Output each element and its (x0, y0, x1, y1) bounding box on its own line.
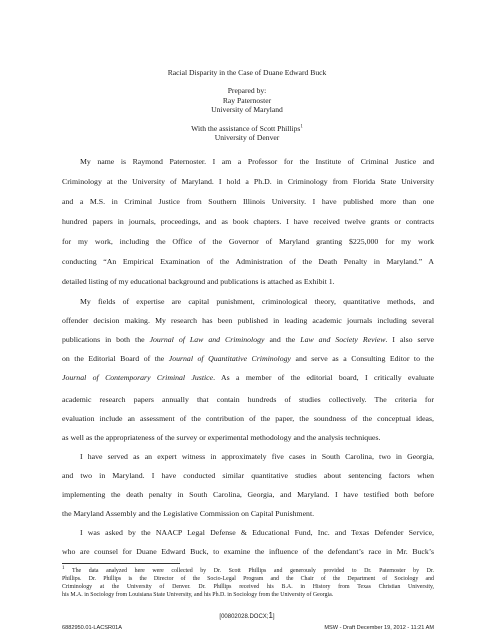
footer-right: MSW - Draft December 19, 2012 - 11:21 AM (324, 625, 434, 631)
assistant-affiliation: University of Denver (214, 133, 280, 143)
body-line: evaluation include an assessment of the contribution of the paper, the soundness of the conceptual ideas, (62, 414, 434, 423)
body-line: conducting “An Empirical Examination of the Administration of the Death Penalty in Maryland.” A (62, 257, 434, 266)
body-line: the Maryland Assembly and the Legislative Commission on Capital Punishment. (62, 509, 315, 518)
assistance-text: With the assistance of Scott Phillips (191, 123, 301, 133)
body-line-journals (62, 335, 434, 344)
text-run: . I also serve (385, 335, 434, 344)
body-line-editorial (62, 354, 434, 363)
text-run: . As a member of the editorial board, I critically evaluate (213, 373, 434, 382)
footnote-separator (62, 563, 180, 564)
document-title-block (0, 68, 494, 142)
text-run: and serve as a Consulting Editor to the (290, 354, 435, 363)
body-line: My fields of expertise are capital punishment, criminological theory, quantitative methods, and (80, 297, 434, 306)
footnote-line: his M.A. in Sociology from Louisiana State University, and his Ph.D. in Sociology from the University of Georgia. (62, 592, 334, 598)
body-line: My name is Raymond Paternoster. I am a Professor for the Institute of Criminal Justice and (80, 157, 434, 166)
doc-id-text: [00802028.DOCX; (219, 614, 269, 620)
body-line: I have served as an expert witness in approximately five cases in South Carolina, two in Georgia, (80, 452, 434, 461)
journal-name: Journal of Contemporary Criminal Justice (62, 373, 214, 382)
journal-name: Journal of Law and Criminology (149, 335, 265, 344)
body-line: as well as the appropriateness of the survey or experimental methodology and the analysis techniques. (62, 433, 381, 442)
author-affiliation: University of Maryland (211, 105, 283, 115)
body-line: for my work, including the Office of the Governor of Maryland granting $225,000 for my work (62, 237, 434, 246)
body-line: I was asked by the NAACP Legal Defense & Educational Fund, Inc. and Texas Defender Service, (80, 528, 434, 537)
prepared-by-label: Prepared by: (227, 86, 267, 96)
text-run: publications in both the (62, 335, 150, 344)
journal-name: Law and Society Review (300, 335, 386, 344)
body-line: Criminology at the University of Maryland. I hold a Ph.D. in Criminology from Florida State University (62, 177, 434, 186)
document-id (0, 611, 494, 620)
footnote-text: The data analyzed here were collected by Dr. Scott Phillips and generously provided to Dr. Paternoster by Dr. (64, 568, 434, 574)
body-line: implementing the death penalty in South Carolina, Georgia, and Maryland. I have testified both before (62, 490, 434, 499)
document-title: Racial Disparity in the Case of Duane Edward Buck (167, 68, 327, 77)
journal-name: Journal of Quantitative Criminology (168, 354, 291, 363)
footnote-line: Phillips. Dr. Phillips is the Director of the Socio-Legal Program and the Chair of the Department of Sociology and (62, 576, 434, 582)
body-line-consulting (62, 373, 434, 382)
doc-id-version: 1 (268, 611, 273, 620)
text-run: and the (264, 335, 301, 344)
text-run: on the Editorial Board of the (62, 354, 169, 363)
body-line: hundred papers in journals, proceedings, and as book chapters. I have received twelve grants or contracts (62, 217, 434, 226)
assistance-line (0, 124, 494, 133)
footnote-line (62, 568, 434, 574)
body-line: academic research papers annually that contain hundreds of studies collectively. The criteria for (62, 395, 434, 404)
body-line: offender decision making. My research has been published in leading academic journals including several (62, 316, 434, 325)
body-line: and a M.S. in Criminal Justice from Southern Illinois University. I have published more than one (62, 197, 434, 206)
author-name: Ray Paternoster (222, 95, 272, 105)
footnote-reference: 1 (300, 124, 303, 130)
body-line: and two in Maryland. I have conducted similar quantitative studies about sentencing factors when (62, 471, 434, 480)
footnote-line: Criminology at the University of Denver. Dr. Phillips received his B.A. in History from Texas Christian University, (62, 584, 434, 590)
body-line: who are counsel for Duane Edward Buck, to examine the influence of the defendant’s race in Mr. Buck’s (62, 547, 434, 556)
footer-left: 6882950.01-LACSR01A (62, 625, 123, 631)
footnote-mark: 1 (62, 566, 65, 572)
doc-id-end: ] (272, 614, 275, 620)
body-line: detailed listing of my educational background and publications is attached as Exhibit 1. (62, 277, 335, 286)
